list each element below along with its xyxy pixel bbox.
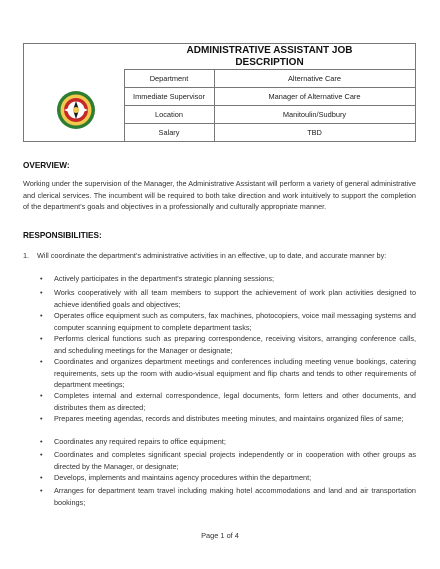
bullet-icon: • (40, 486, 43, 495)
list-item (40, 273, 416, 285)
bullet-text: Coordinates and organizes department meetings and conferences including meeting venue bookings, catering requirements, sets up the room with audio-visual equipment and flip charts and tends to other requirements of department meetings; (54, 357, 416, 390)
header-row-salary (124, 124, 415, 142)
bullet-text: Works cooperatively with all team members to support the achievement of work plan activities designed to achieve identified goals and objectives; (54, 288, 416, 309)
bullet-icon: • (40, 473, 43, 482)
bullet-icon: • (40, 274, 43, 283)
row-label: Immediate Supervisor (124, 88, 215, 105)
row-value: Manager of Alternative Care (268, 92, 361, 101)
bullet-text: Performs clerical functions such as preparing correspondence, receiving visitors, arranging conference calls, and scheduling meetings for the Manager or designate; (54, 334, 416, 355)
job-header-table (23, 43, 416, 142)
list-item (40, 333, 416, 356)
header-row-location (124, 106, 415, 124)
item-text: Will coordinate the department's administrative activities in an effective, up to date, and accurate manner by: (37, 251, 387, 260)
list-item (40, 287, 416, 310)
bullet-icon: • (40, 391, 43, 400)
title-line-1: ADMINISTRATIVE ASSISTANT JOB (186, 45, 353, 56)
document-title (124, 44, 415, 70)
logo-cell (24, 70, 125, 142)
list-item (40, 356, 416, 391)
row-value: Alternative Care (288, 74, 341, 83)
row-label: Salary (124, 124, 215, 141)
responsibilities-heading: RESPONSIBILITIES: (23, 231, 102, 240)
list-item (40, 485, 416, 508)
overview-text: Working under the supervision of the Manager, the Administrative Assistant will perform a variety of general administrative and clerical services. The incumbent will be required to both take direction and work intuitively to support the completion of the department's goals and objectives in a professionally and culturally appropriate manner. (23, 179, 416, 212)
list-item (40, 390, 416, 413)
bullet-icon: • (40, 311, 43, 320)
bullet-icon: • (40, 437, 43, 446)
bullet-icon: • (40, 288, 43, 297)
bullet-text: Develops, implements and maintains agency procedures within the department; (54, 473, 312, 482)
row-label: Location (124, 106, 215, 123)
bullet-icon: • (40, 414, 43, 423)
list-item (40, 413, 416, 425)
responsibility-item-1 (23, 250, 416, 262)
bullet-text: Completes internal and external correspondence, legal documents, form letters and other documents, and distributes them as directed; (54, 391, 416, 412)
overview-heading: OVERVIEW: (23, 161, 70, 170)
list-item (40, 310, 416, 333)
bullet-text: Coordinates any required repairs to office equipment; (54, 437, 226, 446)
item-number: 1. (23, 251, 30, 260)
bullet-icon: • (40, 357, 43, 366)
list-item (40, 449, 416, 472)
bullet-text: Coordinates and completes significant special projects independently or in cooperation with other groups as directed by the Manager, or designate; (54, 450, 416, 471)
header-row-supervisor (124, 88, 415, 106)
row-value: TBD (307, 128, 322, 137)
bullet-text: Arranges for department team travel including making hotel accommodations and land and air transportation bookings; (54, 486, 416, 507)
organization-seal-icon (56, 90, 96, 130)
bullet-icon: • (40, 450, 43, 459)
page-number: Page 1 of 4 (201, 531, 239, 540)
bullet-text: Prepares meeting agendas, records and distributes meeting minutes, and maintains organized files of same; (54, 414, 404, 423)
row-value: Manitoulin/Sudbury (282, 110, 347, 119)
bullet-text: Operates office equipment such as computers, fax machines, photocopiers, voice mail messaging systems and computer scanning equipment to complete department tasks; (54, 311, 416, 332)
row-label: Department (124, 70, 215, 87)
bullet-text: Actively participates in the department's strategic planning sessions; (54, 274, 275, 283)
header-row-department (124, 70, 415, 88)
list-item (40, 472, 416, 484)
bullet-icon: • (40, 334, 43, 343)
title-line-2: DESCRIPTION (235, 57, 304, 68)
list-item (40, 436, 416, 448)
